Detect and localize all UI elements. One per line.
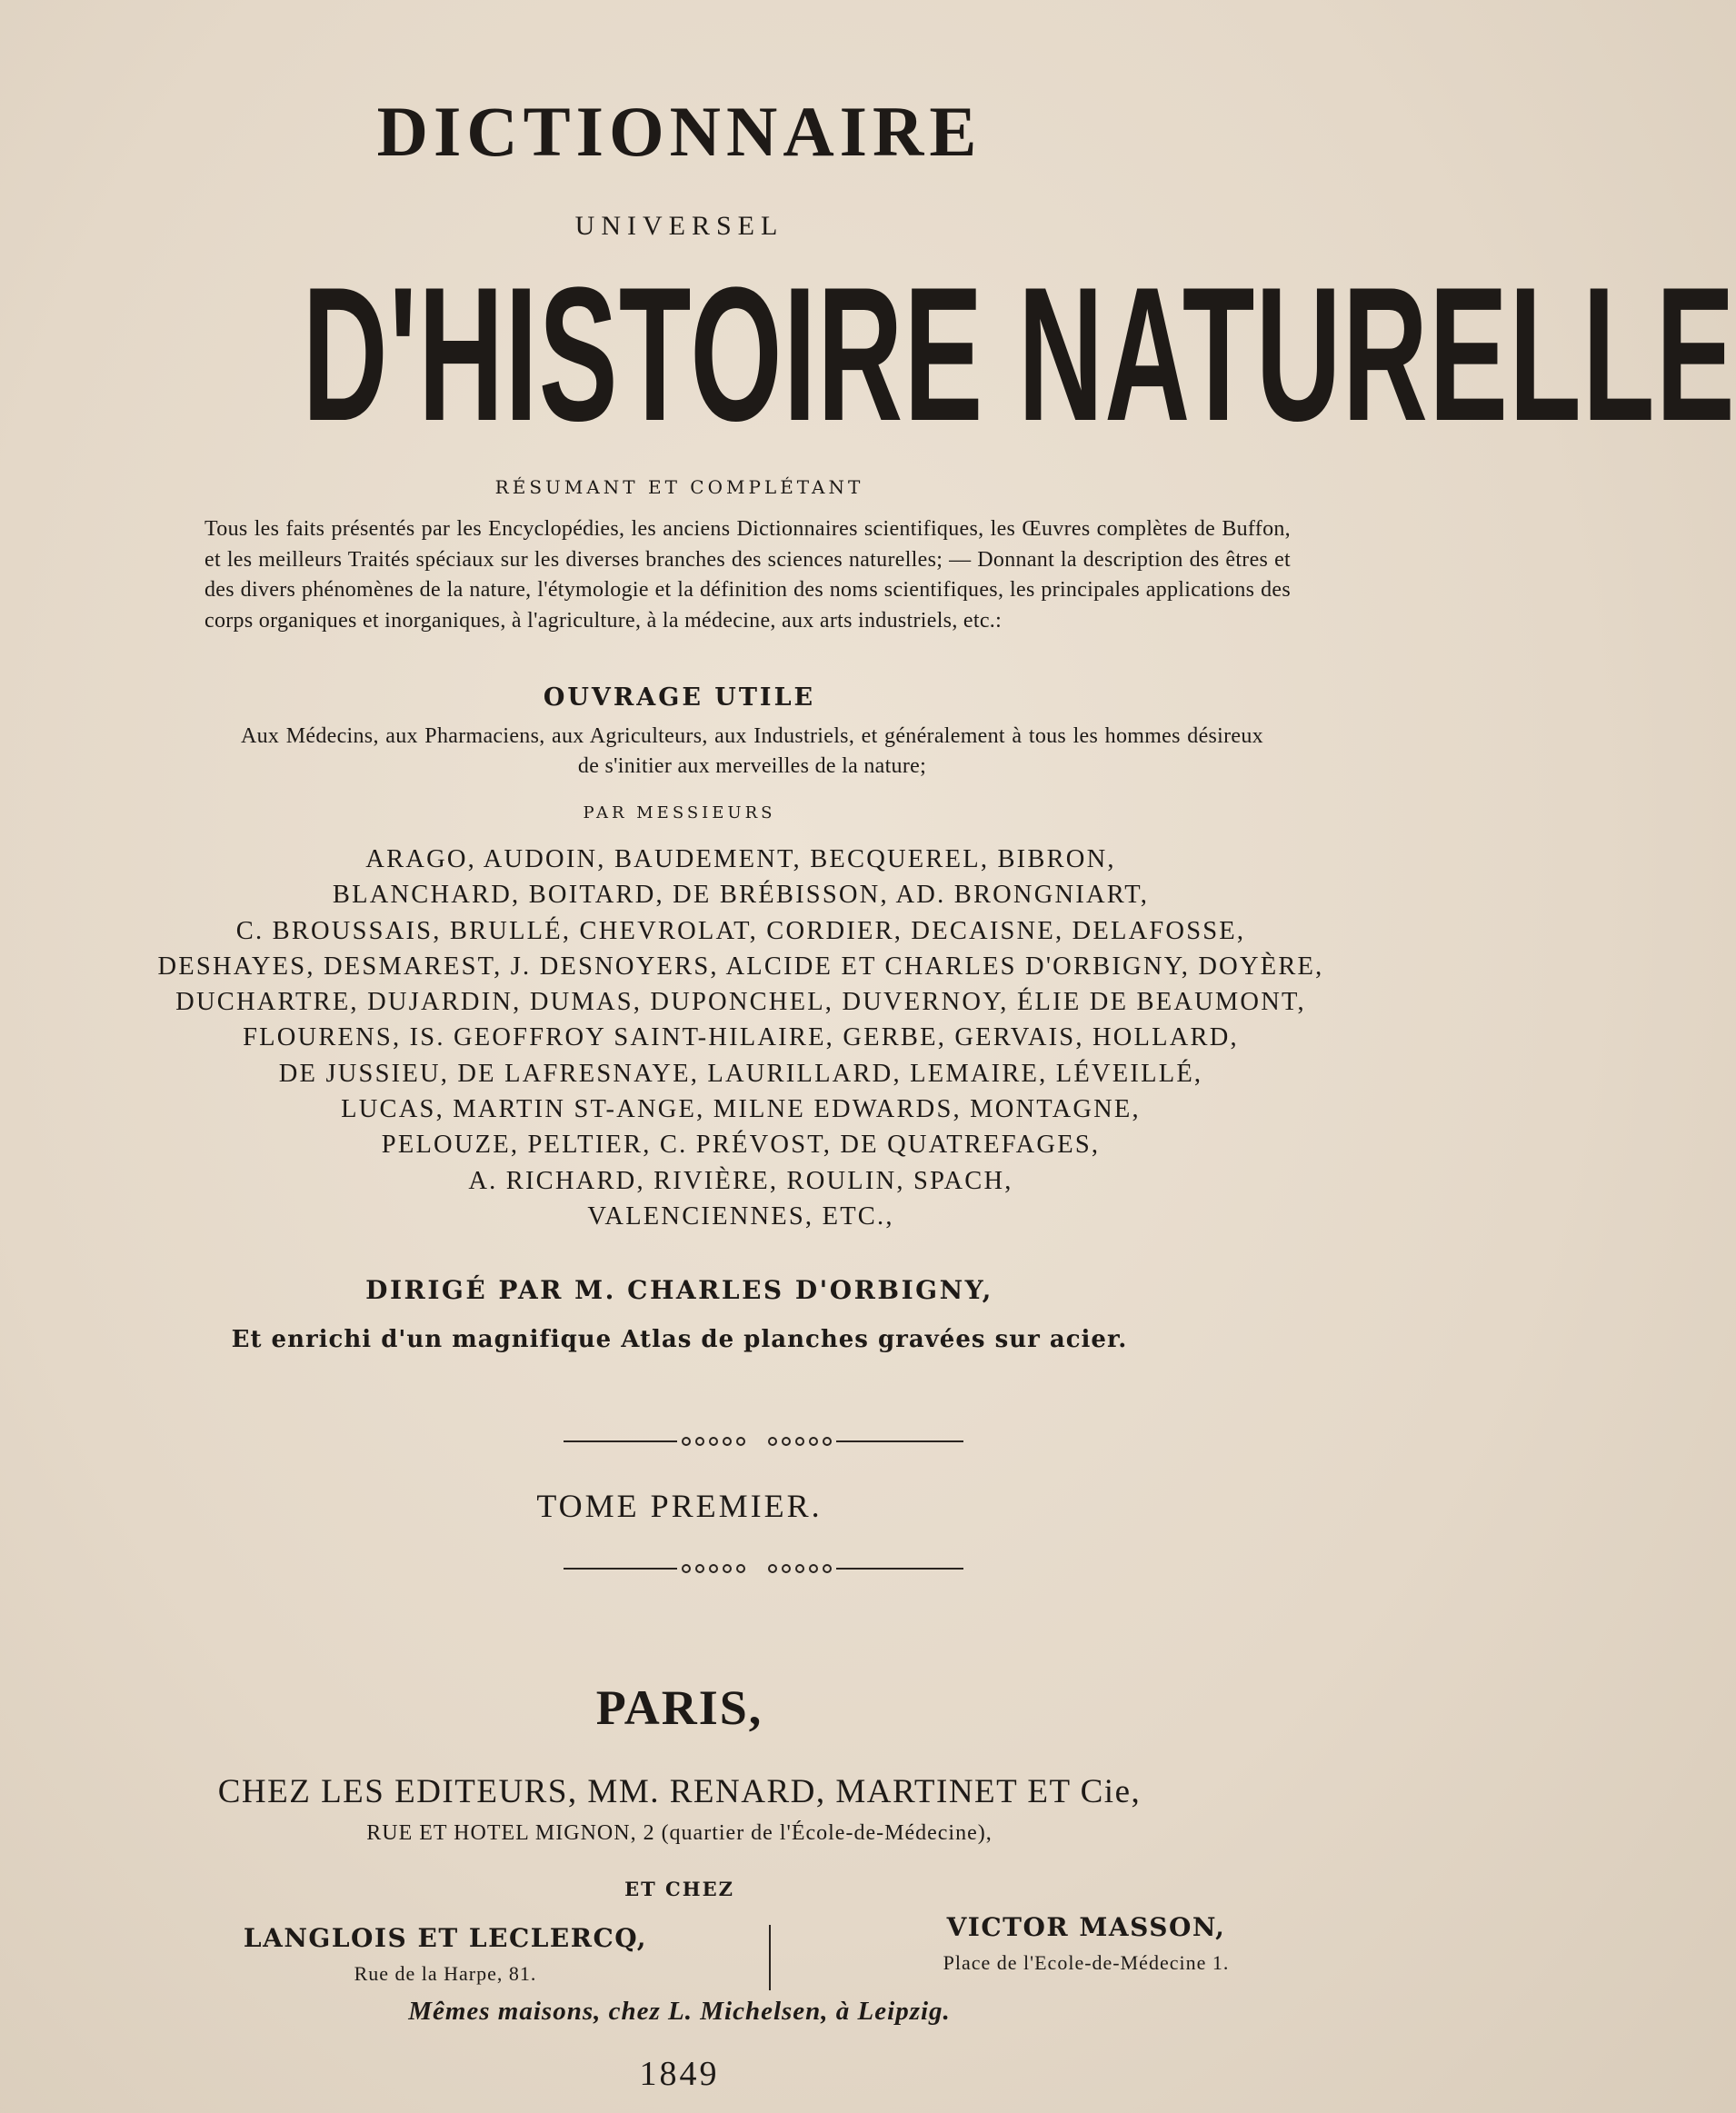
volume-label: TOME PREMIER.	[536, 1488, 823, 1524]
imprint-left-publisher	[218, 1923, 673, 1986]
imprint-address: RUE ET HOTEL MIGNON, 2 (quartier de l'École-de-Médecine),	[366, 1821, 993, 1845]
imprint-right-name: VICTOR MASSON,	[946, 1912, 1226, 1942]
imprint-right-address: Place de l'Ecole-de-Médecine 1.	[943, 1951, 1230, 1974]
imprint-left-name: LANGLOIS ET LECLERCQ,	[243, 1923, 648, 1953]
contributors-line: VALENCIENNES, ETC.,	[587, 1201, 894, 1231]
imprint-same-houses: Mêmes maisons, chez L. Michelsen, à Leipzig.	[408, 1997, 951, 2026]
contributors-line: C. BROUSSAIS, BRULLÉ, CHEVROLAT, CORDIER, DECAISNE, DELAFOSSE,	[235, 916, 1246, 945]
title-histoire-naturelle: D'HISTOIRE NATURELLE	[302, 247, 1736, 461]
contributors-line: A. RICHARD, RIVIÈRE, ROULIN, SPACH,	[468, 1166, 1013, 1195]
subtitle-intro: RÉSUMANT ET COMPLÉTANT	[494, 476, 864, 498]
imprint-publishers: CHEZ LES EDITEURS, MM. RENARD, MARTINET ET Cie,	[217, 1773, 1142, 1810]
editor-directed-by: DIRIGÉ PAR M. CHARLES D'ORBIGNY,	[365, 1275, 993, 1305]
contributors-line: PELOUZE, PELTIER, C. PRÉVOST, DE QUATREFAGES,	[381, 1131, 1101, 1160]
contributors-line: BLANCHARD, BOITARD, DE BRÉBISSON, AD. BRONGNIART,	[332, 881, 1150, 910]
editor-atlas-note: Et enrichi d'un magnifique Atlas de planches gravées sur acier.	[231, 1326, 1128, 1353]
imprint-divider	[769, 1925, 771, 1990]
subtitle-description: Tous les faits présentés par les Encyclopédies, les anciens Dictionnaires scientifiques, les Œuvres complètes de Buffon, et les meilleurs Traités spéciaux sur les diverses branches des sciences naturelles; — Donnant la description des êtres et des divers phénomènes de la nature, l'étymologie et la définition des noms scientifiques, les principales applications des corps organiques et inorganiques, à l'agriculture, à la médecine, aux arts industriels, etc.:	[205, 517, 1291, 633]
imprint-and: ET CHEZ	[624, 1878, 734, 1900]
contributors-line: FLOURENS, IS. GEOFFROY SAINT-HILAIRE, GERBE, GERVAIS, HOLLARD,	[243, 1023, 1239, 1052]
title-universel: UNIVERSEL	[574, 211, 784, 241]
contributors-line: LUCAS, MARTIN ST-ANGE, MILNE EDWARDS, MONTAGNE,	[341, 1095, 1141, 1124]
imprint-city: PARIS,	[595, 1680, 763, 1735]
contributors-intro: PAR MESSIEURS	[583, 803, 776, 822]
imprint-year: 1849	[639, 2055, 720, 2093]
imprint-left-address: Rue de la Harpe, 81.	[354, 1962, 537, 1985]
contributors-line: DE JUSSIEU, DE LAFRESNAYE, LAURILLARD, LEMAIRE, LÉVEILLÉ,	[278, 1059, 1203, 1088]
imprint-right-publisher	[891, 1912, 1282, 1975]
utility-heading: OUVRAGE UTILE	[543, 683, 816, 712]
contributors-list	[145, 842, 1336, 1234]
utility-text: Aux Médecins, aux Pharmaciens, aux Agriculteurs, aux Industriels, et généralement à tous les hommes désireux de s'initier aux merveilles de la nature;	[241, 724, 1263, 778]
contributors-line: ARAGO, AUDOIN, BAUDEMENT, BECQUEREL, BIBRON,	[365, 845, 1116, 873]
contributors-line: DESHAYES, DESMAREST, J. DESNOYERS, ALCIDE ET CHARLES D'ORBIGNY, DOYÈRE,	[157, 952, 1324, 981]
title-dictionnaire: DICTIONNAIRE	[376, 92, 983, 171]
ornament-rule-top	[564, 1432, 963, 1450]
contributors-line: DUCHARTRE, DUJARDIN, DUMAS, DUPONCHEL, DUVERNOY, ÉLIE DE BEAUMONT,	[175, 988, 1306, 1017]
ornament-rule-bottom	[564, 1560, 963, 1578]
